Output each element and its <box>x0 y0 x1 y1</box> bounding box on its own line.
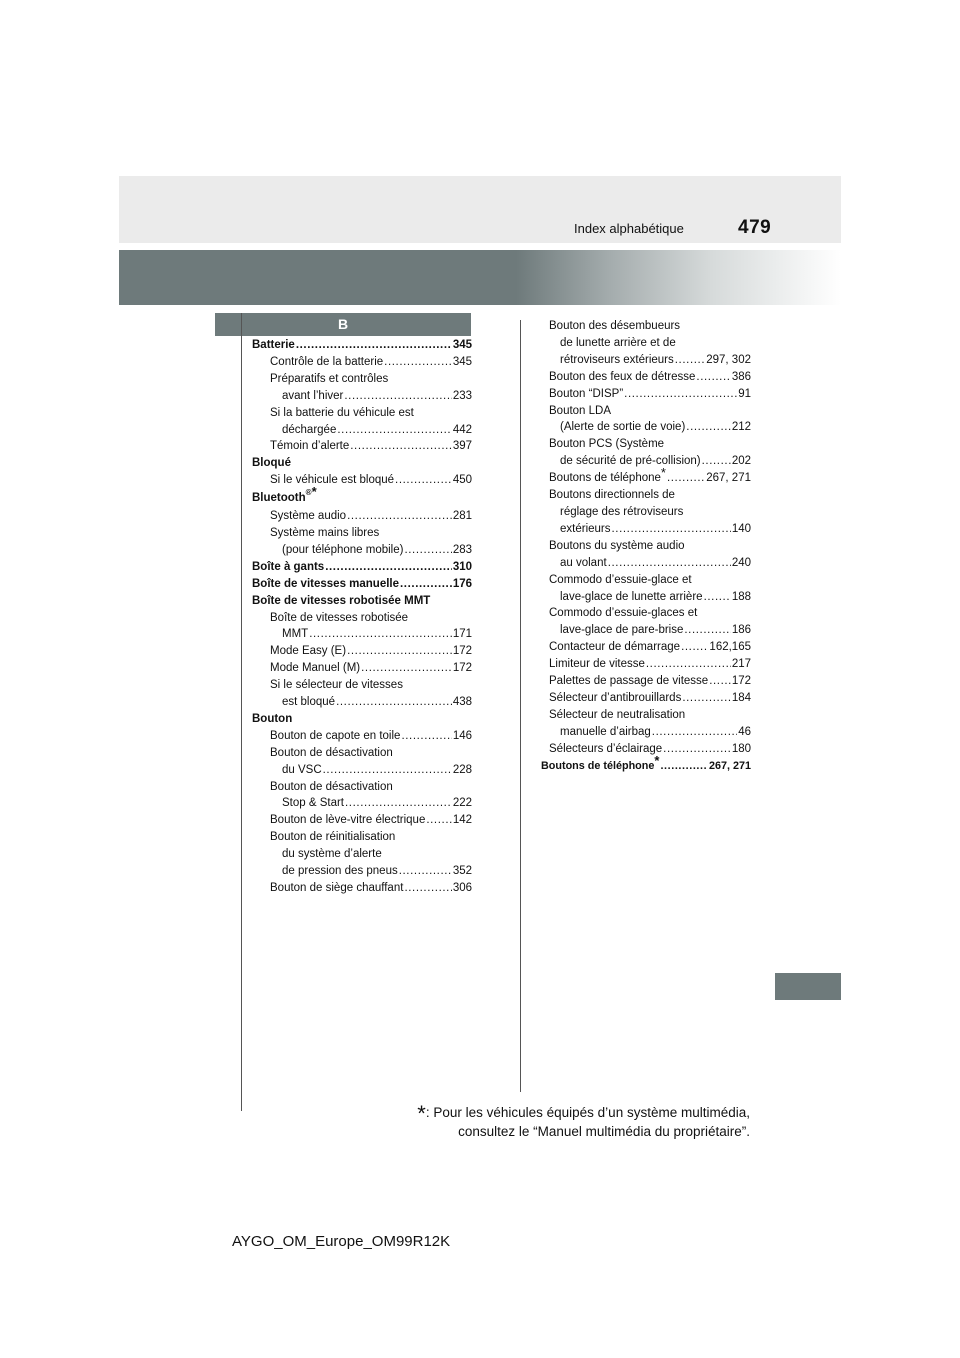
index-entry <box>549 741 751 758</box>
dot-leader <box>296 337 452 354</box>
index-entry-label: (Alerte de sortie de voie) <box>560 421 686 434</box>
index-entry-page: 442 <box>452 423 472 436</box>
index-entry-label: Sélecteur d’antibrouillards <box>549 691 682 704</box>
dot-leader <box>347 643 452 660</box>
index-entry-label: Batterie <box>252 339 295 351</box>
index-entry <box>549 436 751 453</box>
index-entry-label: Si le sélecteur de vitesses <box>270 679 403 692</box>
index-entry-label: Système audio <box>270 510 347 523</box>
index-entry-label: Bouton de réinitialisation <box>270 831 396 844</box>
index-entry-page: 162,165 <box>709 641 751 654</box>
footnote-marker: * <box>654 752 660 768</box>
index-entry <box>252 525 472 542</box>
index-entry <box>252 438 472 455</box>
index-entry-page: 386 <box>731 370 751 383</box>
index-entry-label: Boutons directionnels de <box>549 489 675 502</box>
index-entry <box>252 626 472 643</box>
index-entry <box>549 465 751 487</box>
index-letter-tab: B <box>215 313 471 336</box>
index-entry <box>252 779 472 796</box>
index-entry-label: Bouton de désactivation <box>270 746 393 759</box>
index-entry <box>549 487 751 504</box>
column-divider-middle <box>520 320 521 1092</box>
index-entry-page: 438 <box>452 696 472 709</box>
index-entry-label: Sélecteur de neutralisation <box>549 708 686 721</box>
index-entry-page: 345 <box>452 355 472 368</box>
index-entry <box>252 745 472 762</box>
index-entry-label: Stop & Start <box>282 797 345 810</box>
index-entry-page: 172 <box>731 675 751 688</box>
index-entry-page: 306 <box>452 882 472 894</box>
index-entry-label: Bouton des désembueurs <box>549 320 681 332</box>
index-entry-page: 146 <box>452 729 472 742</box>
index-entry-label: Si le véhicule est bloqué <box>270 474 395 487</box>
dot-leader <box>684 622 730 639</box>
dot-leader <box>347 508 452 525</box>
column-divider-left <box>241 313 242 1111</box>
index-entry-label: du système d’alerte <box>282 848 382 861</box>
index-entry-label: déchargée <box>282 423 337 436</box>
dot-leader <box>704 589 731 606</box>
dot-leader <box>345 795 452 812</box>
index-entry-label: Si la batterie du véhicule est <box>270 406 414 419</box>
index-entry-label: lave-glace de pare-brise <box>560 624 684 637</box>
index-entry <box>549 369 751 386</box>
index-entry <box>252 484 472 508</box>
index-entry <box>252 829 472 846</box>
index-entry-label: Boutons de téléphone <box>541 759 655 772</box>
index-entry-page: 228 <box>452 763 472 776</box>
index-entry <box>252 795 472 812</box>
index-entry <box>252 354 472 371</box>
index-entry-label: Bloqué <box>252 457 291 470</box>
index-entry-label: réglage des rétroviseurs <box>560 505 684 518</box>
dot-leader <box>404 542 451 559</box>
index-entry <box>252 422 472 439</box>
registered-mark: ® <box>305 488 312 498</box>
index-entry <box>549 589 751 606</box>
index-entry-page: 267, 271 <box>708 759 751 772</box>
index-entry <box>252 610 472 627</box>
index-entry-label: Bouton des feux de détresse <box>549 370 696 383</box>
footnote <box>380 1100 750 1141</box>
index-entry <box>252 660 472 677</box>
index-entry <box>549 572 751 589</box>
index-entry-label: Bouton “DISP” <box>549 387 624 400</box>
index-entry-label: est bloqué <box>282 696 336 709</box>
index-entry-label: Bouton de désactivation <box>270 780 393 793</box>
dot-leader <box>675 352 705 369</box>
dot-leader <box>682 690 730 707</box>
dot-leader <box>660 758 708 775</box>
index-entry-label: Mode Easy (E) <box>270 645 347 658</box>
index-entry-page: 172 <box>452 662 472 675</box>
dot-leader <box>399 863 452 880</box>
index-entry <box>252 405 472 422</box>
dot-leader <box>652 724 737 741</box>
index-entry <box>252 559 472 576</box>
decorative-banner <box>119 250 841 305</box>
chapter-side-tab <box>775 973 841 1000</box>
index-entry-label: Boutons de téléphone <box>549 472 661 485</box>
index-entry-page: 240 <box>731 556 751 569</box>
index-entry <box>549 622 751 639</box>
dot-leader <box>401 728 451 745</box>
index-entry <box>549 656 751 673</box>
index-entry <box>549 724 751 741</box>
dot-leader <box>426 812 451 829</box>
index-entry-page: 202 <box>731 455 751 468</box>
index-entry-page: 297, 302 <box>706 353 751 366</box>
index-entry <box>252 728 472 745</box>
index-entry-label: (pour téléphone mobile) <box>282 543 404 556</box>
dot-leader <box>344 388 451 405</box>
index-entry-label: Boutons du système audio <box>549 539 685 552</box>
index-entry-label: de sécurité de pré-collision) <box>560 455 701 468</box>
index-column-left <box>252 337 472 897</box>
dot-leader <box>325 559 452 576</box>
index-entry-page: 217 <box>731 658 751 671</box>
dot-leader <box>612 521 731 538</box>
index-entry-label: Commodo d’essuie-glace et <box>549 573 692 586</box>
index-entry <box>252 863 472 880</box>
index-entry <box>252 472 472 489</box>
index-entry-page: 222 <box>452 797 472 810</box>
index-entry <box>549 318 751 335</box>
index-entry <box>252 677 472 694</box>
index-entry-label: Sélecteurs d’éclairage <box>549 742 663 755</box>
index-entry <box>252 371 472 388</box>
dot-leader <box>395 472 452 489</box>
index-entry <box>549 605 751 622</box>
footnote-star: * <box>417 1101 426 1126</box>
index-entry-label: au volant <box>560 556 607 569</box>
index-entry-page: 184 <box>731 691 751 704</box>
index-entry-label: lave-glace de lunette arrière <box>560 590 703 603</box>
index-entry <box>549 386 751 403</box>
index-entry-label: Mode Manuel (M) <box>270 662 361 675</box>
index-entry-label: Commodo d’essuie-glaces et <box>549 607 698 620</box>
index-entry-page: 180 <box>731 742 751 755</box>
index-entry-label: Boîte de vitesses robotisée MMT <box>252 594 431 607</box>
page-number: 479 <box>738 217 772 238</box>
index-entry-label: Boîte à gants <box>252 560 325 573</box>
index-entry-page: 46 <box>738 725 751 738</box>
footnote-line-2: consultez le “Manuel multimédia du propriétaire”. <box>458 1124 750 1139</box>
index-entry-label: de pression des pneus <box>282 865 398 878</box>
index-entry-page: 186 <box>731 624 751 637</box>
index-entry-label: Boîte de vitesses manuelle <box>252 577 400 590</box>
index-entry-label: Limiteur de vitesse <box>549 658 645 671</box>
index-entry-label: Bluetooth <box>252 492 306 505</box>
index-entry <box>252 593 472 610</box>
section-title: Index alphabétique <box>574 221 684 236</box>
dot-leader <box>350 438 452 455</box>
index-entry <box>549 707 751 724</box>
index-entry <box>549 690 751 707</box>
header-band <box>119 176 841 243</box>
index-entry-label: manuelle d’airbag <box>560 725 651 738</box>
index-entry <box>252 812 472 829</box>
index-entry <box>549 521 751 538</box>
dot-leader <box>400 576 452 593</box>
index-entry-label: Préparatifs et contrôles <box>270 372 389 385</box>
index-entry <box>549 453 751 470</box>
dot-leader <box>667 470 705 487</box>
index-entry <box>252 508 472 525</box>
dot-leader <box>336 694 452 711</box>
index-entry <box>549 504 751 521</box>
index-entry-page: 352 <box>452 865 472 878</box>
index-entry <box>549 352 751 369</box>
index-entry <box>549 538 751 555</box>
dot-leader <box>702 453 731 470</box>
index-entry <box>252 694 472 711</box>
index-entry <box>252 388 472 405</box>
index-entry <box>252 762 472 779</box>
dot-leader <box>404 880 451 897</box>
index-entry-page: 450 <box>452 474 472 487</box>
dot-leader <box>309 626 452 643</box>
dot-leader <box>686 419 731 436</box>
index-entry-page: 310 <box>452 560 472 573</box>
index-entry <box>252 880 472 897</box>
index-entry <box>541 752 751 775</box>
index-entry-page: 233 <box>452 389 472 402</box>
index-entry-label: Bouton de lève-vitre électrique <box>270 814 426 827</box>
index-entry <box>549 673 751 690</box>
index-entry <box>252 643 472 660</box>
document-code: AYGO_OM_Europe_OM99R12K <box>232 1233 451 1250</box>
index-column-right <box>541 318 751 774</box>
index-entry-label: Boîte de vitesses robotisée <box>270 611 409 624</box>
index-entry <box>252 846 472 863</box>
index-entry-label: Contacteur de démarrage <box>549 641 681 654</box>
index-entry-page: 176 <box>452 577 472 590</box>
index-entry-label: avant l’hiver <box>282 389 344 402</box>
index-entry-label: Bouton de capote en toile <box>270 729 401 742</box>
index-entry-label: Palettes de passage de vitesse <box>549 675 709 688</box>
index-entry-page: 212 <box>731 421 751 434</box>
index-entry-label: Système mains libres <box>270 526 380 539</box>
index-entry <box>252 455 472 472</box>
index-entry <box>549 639 751 656</box>
index-entry <box>549 419 751 436</box>
dot-leader <box>337 422 451 439</box>
index-entry <box>252 337 472 354</box>
dot-leader <box>709 673 731 690</box>
index-entry-label: Témoin d’alerte <box>270 440 350 453</box>
dot-leader <box>384 354 452 371</box>
index-entry-label: MMT <box>282 628 309 641</box>
index-entry-label: rétroviseurs extérieurs <box>560 353 674 366</box>
dot-leader <box>663 741 731 758</box>
dot-leader <box>624 386 737 403</box>
index-entry <box>252 711 472 728</box>
dot-leader <box>323 762 452 779</box>
index-entry-label: de lunette arrière et de <box>560 336 676 349</box>
dot-leader <box>681 639 708 656</box>
index-entry-label: Bouton PCS (Système <box>549 438 665 451</box>
index-entry-label: du VSC <box>282 763 322 776</box>
index-entry <box>252 576 472 593</box>
footnote-line-1: : Pour les véhicules équipés d’un système multimédia, <box>425 1105 750 1120</box>
index-entry-label: Bouton de siège chauffant <box>270 882 404 894</box>
dot-leader <box>696 369 730 386</box>
dot-leader <box>608 555 731 572</box>
index-entry <box>549 403 751 420</box>
index-entry-label: Contrôle de la batterie <box>270 355 384 368</box>
index-entry-page: 281 <box>452 510 472 523</box>
index-entry-page: 188 <box>731 590 751 603</box>
index-entry <box>252 542 472 559</box>
footnote-marker: * <box>311 484 317 500</box>
index-entry-page: 171 <box>452 628 472 641</box>
footnote-marker: * <box>660 465 666 481</box>
index-entry-page: 142 <box>452 814 472 827</box>
index-entry <box>549 555 751 572</box>
index-entry-label: Bouton LDA <box>549 404 612 417</box>
index-entry-page: 345 <box>452 339 472 351</box>
index-entry-label: extérieurs <box>560 522 611 535</box>
index-entry <box>549 335 751 352</box>
index-entry-page: 172 <box>452 645 472 658</box>
index-entry-page: 397 <box>452 440 472 453</box>
index-entry-label: Bouton <box>252 712 293 725</box>
index-entry-page: 140 <box>731 522 751 535</box>
dot-leader <box>646 656 731 673</box>
index-entry-page: 283 <box>452 543 472 556</box>
index-entry-page: 91 <box>738 387 751 400</box>
index-entry-page: 267, 271 <box>706 472 751 485</box>
dot-leader <box>361 660 452 677</box>
